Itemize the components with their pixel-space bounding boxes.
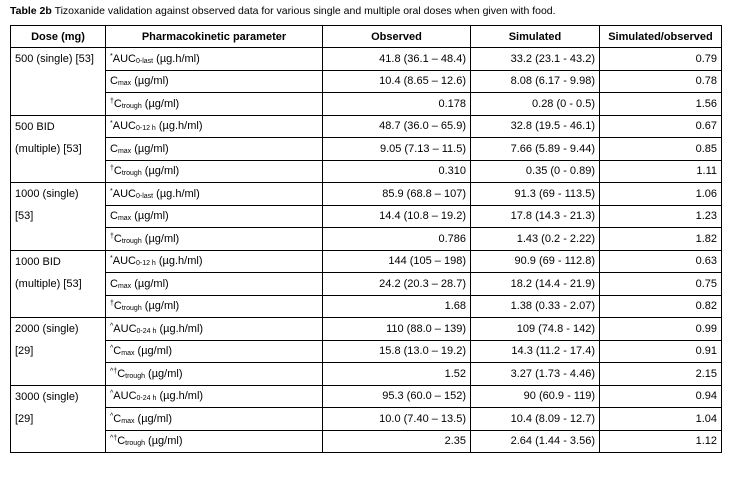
simulated-cell: 18.2 (14.4 - 21.9)	[471, 273, 600, 296]
parameter-subscript: max	[117, 80, 132, 88]
parameter-subscript: 0-24 h	[136, 327, 157, 335]
ratio-cell: 0.78	[600, 70, 722, 93]
table-row	[11, 70, 722, 93]
parameter-unit: (µg.h/ml)	[155, 120, 203, 133]
observed-cell: 10.4 (8.65 – 12.6)	[323, 70, 471, 93]
simulated-cell: 33.2 (23.1 - 43.2)	[471, 48, 600, 71]
simulated-cell: 109 (74.8 - 142)	[471, 318, 600, 341]
ratio-cell: 0.91	[600, 340, 722, 363]
footnote-mark: ^	[110, 345, 114, 353]
parameter-name: C	[110, 210, 118, 223]
parameter-cell	[106, 183, 323, 206]
parameter-name: C	[110, 277, 118, 290]
observed-cell: 15.8 (13.0 – 19.2)	[323, 340, 471, 363]
parameter-subscript: max	[121, 417, 135, 425]
ratio-cell: 0.67	[600, 115, 722, 138]
parameter-cell	[106, 93, 323, 116]
simulated-cell: 91.3 (69 - 113.5)	[471, 183, 600, 206]
dose-cell	[11, 48, 106, 116]
parameter-cell	[106, 205, 323, 228]
parameter-name: C	[110, 142, 118, 155]
ratio-cell: 1.56	[600, 93, 722, 116]
parameter-cell	[106, 160, 323, 183]
header-simulated: Simulated	[471, 26, 600, 48]
table-row	[11, 115, 722, 138]
dose-line: (multiple) [53]	[15, 142, 82, 155]
ratio-cell: 0.75	[600, 273, 722, 296]
parameter-name: C	[113, 232, 122, 245]
dose-line: 2000 (single)	[15, 323, 79, 335]
table-body	[11, 48, 722, 453]
parameter-subscript: trough	[121, 237, 142, 245]
parameter-subscript: 0-last	[135, 192, 154, 200]
parameter-name: AUC	[112, 120, 136, 133]
ratio-cell: 0.79	[600, 48, 722, 71]
simulated-cell: 14.3 (11.2 - 17.4)	[471, 340, 600, 363]
simulated-cell: 17.8 (14.3 - 21.3)	[471, 205, 600, 228]
observed-cell: 95.3 (60.0 – 152)	[323, 385, 471, 408]
parameter-cell	[106, 138, 323, 161]
ratio-cell: 2.15	[600, 363, 722, 386]
parameter-subscript: trough	[125, 372, 145, 380]
parameter-subscript: max	[117, 215, 132, 223]
observed-cell: 10.0 (7.40 – 13.5)	[323, 408, 471, 431]
observed-cell: 0.178	[323, 93, 471, 116]
footnote-mark: *	[110, 52, 113, 60]
dose-line: 1000 BID	[15, 255, 61, 268]
ratio-cell: 0.99	[600, 318, 722, 341]
parameter-name: C	[110, 75, 118, 88]
parameter-unit: (µg/ml)	[141, 232, 180, 245]
footnote-mark: ^	[110, 322, 114, 330]
ratio-cell: 1.12	[600, 430, 722, 453]
observed-cell: 41.8 (36.1 – 48.4)	[323, 48, 471, 71]
table-row	[11, 273, 722, 296]
simulated-cell: 7.66 (5.89 - 9.44)	[471, 138, 600, 161]
dose-line: 500 (single) [53]	[15, 53, 94, 65]
parameter-name: C	[113, 345, 122, 358]
simulated-cell: 90 (60.9 - 119)	[471, 385, 600, 408]
parameter-unit: (µg/ml)	[145, 435, 183, 448]
ratio-cell: 0.94	[600, 385, 722, 408]
table-row	[11, 93, 722, 116]
parameter-subscript: max	[117, 282, 132, 290]
parameter-name: AUC	[112, 255, 136, 268]
table-row	[11, 183, 722, 206]
observed-cell: 144 (105 – 198)	[323, 250, 471, 273]
ratio-cell: 1.23	[600, 205, 722, 228]
parameter-cell	[106, 295, 323, 318]
table-row	[11, 205, 722, 228]
parameter-cell	[106, 430, 323, 453]
parameter-subscript: trough	[121, 170, 142, 178]
parameter-unit: (µg.h/ml)	[153, 52, 200, 65]
simulated-cell: 10.4 (8.09 - 12.7)	[471, 408, 600, 431]
parameter-name: AUC	[112, 52, 136, 65]
observed-cell: 110 (88.0 – 139)	[323, 318, 471, 341]
parameter-unit: (µg.h/ml)	[153, 187, 200, 200]
ratio-cell: 1.82	[600, 228, 722, 251]
dose-line: [29]	[15, 345, 34, 357]
footnote-mark: *	[110, 255, 113, 263]
parameter-cell	[106, 70, 323, 93]
parameter-cell	[106, 48, 323, 71]
footnote-mark: †	[110, 232, 114, 240]
footnote-mark: *	[110, 187, 113, 195]
table-row	[11, 408, 722, 431]
dose-cell	[11, 115, 106, 183]
footnote-mark: ^†	[110, 367, 118, 375]
simulated-cell: 90.9 (69 - 112.8)	[471, 250, 600, 273]
parameter-subscript: 0-last	[135, 57, 154, 65]
parameter-name: C	[113, 300, 122, 313]
footnote-mark: ^	[110, 390, 114, 398]
table-row	[11, 250, 722, 273]
dose-cell	[11, 318, 106, 386]
ratio-cell: 1.06	[600, 183, 722, 206]
observed-cell: 48.7 (36.0 – 65.9)	[323, 115, 471, 138]
observed-cell: 14.4 (10.8 – 19.2)	[323, 205, 471, 228]
parameter-cell	[106, 363, 323, 386]
table-caption-label: Table 2b	[10, 5, 52, 17]
table-row	[11, 138, 722, 161]
parameter-name: C	[113, 412, 122, 425]
parameter-cell	[106, 408, 323, 431]
parameter-cell	[106, 385, 323, 408]
parameter-cell	[106, 340, 323, 363]
table-row	[11, 295, 722, 318]
dose-line: (multiple) [53]	[15, 277, 82, 290]
simulated-cell: 0.28 (0 - 0.5)	[471, 93, 600, 116]
parameter-name: AUC	[112, 187, 136, 200]
parameter-cell	[106, 228, 323, 251]
parameter-name: AUC	[113, 322, 137, 335]
ratio-cell: 0.63	[600, 250, 722, 273]
observed-cell: 1.52	[323, 363, 471, 386]
validation-table	[10, 25, 722, 453]
observed-cell: 24.2 (20.3 – 28.7)	[323, 273, 471, 296]
table-row	[11, 363, 722, 386]
parameter-unit: (µg/ml)	[131, 210, 169, 223]
simulated-cell: 0.35 (0 - 0.89)	[471, 160, 600, 183]
ratio-cell: 1.11	[600, 160, 722, 183]
dose-line: 3000 (single)	[15, 390, 79, 403]
parameter-subscript: max	[121, 350, 135, 358]
header-ratio: Simulated/observed	[600, 26, 722, 48]
parameter-subscript: 0-12 h	[135, 125, 156, 133]
footnote-mark: †	[110, 300, 114, 308]
simulated-cell: 1.38 (0.33 - 2.07)	[471, 295, 600, 318]
dose-cell	[11, 250, 106, 318]
table-row	[11, 48, 722, 71]
footnote-mark: †	[110, 97, 114, 105]
observed-cell: 0.786	[323, 228, 471, 251]
parameter-unit: (µg/ml)	[131, 142, 169, 155]
footnote-mark: *	[110, 120, 113, 128]
parameter-unit: (µg/ml)	[134, 412, 172, 425]
parameter-subscript: trough	[125, 440, 145, 448]
parameter-unit: (µg/ml)	[141, 97, 180, 110]
table-row	[11, 430, 722, 453]
footnote-mark: ^	[110, 412, 114, 420]
parameter-name: C	[113, 97, 122, 110]
parameter-cell	[106, 273, 323, 296]
simulated-cell: 8.08 (6.17 - 9.98)	[471, 70, 600, 93]
parameter-subscript: trough	[121, 305, 142, 313]
parameter-unit: (µg.h/ml)	[156, 390, 204, 403]
header-observed: Observed	[323, 26, 471, 48]
parameter-subscript: trough	[121, 102, 142, 110]
table-row	[11, 160, 722, 183]
table-row	[11, 385, 722, 408]
table-row	[11, 318, 722, 341]
parameter-name: C	[117, 435, 126, 448]
table-row	[11, 228, 722, 251]
dose-line: 500 BID	[15, 120, 55, 133]
parameter-unit: (µg.h/ml)	[155, 255, 203, 268]
parameter-name: C	[117, 367, 126, 380]
simulated-cell: 2.64 (1.44 - 3.56)	[471, 430, 600, 453]
parameter-unit: (µg/ml)	[141, 165, 180, 178]
parameter-cell	[106, 250, 323, 273]
parameter-unit: (µg/ml)	[145, 367, 183, 380]
header-parameter: Pharmacokinetic parameter	[106, 26, 323, 48]
parameter-unit: (µg/ml)	[134, 345, 172, 358]
header-row	[11, 26, 722, 48]
observed-cell: 85.9 (68.8 – 107)	[323, 183, 471, 206]
simulated-cell: 3.27 (1.73 - 4.46)	[471, 363, 600, 386]
parameter-cell	[106, 318, 323, 341]
parameter-unit: (µg/ml)	[131, 75, 169, 88]
parameter-unit: (µg.h/ml)	[156, 322, 204, 335]
simulated-cell: 32.8 (19.5 - 46.1)	[471, 115, 600, 138]
observed-cell: 1.68	[323, 295, 471, 318]
parameter-unit: (µg/ml)	[131, 277, 169, 290]
footnote-mark: †	[110, 165, 114, 173]
ratio-cell: 0.85	[600, 138, 722, 161]
parameter-name: C	[113, 165, 122, 178]
parameter-unit: (µg/ml)	[141, 300, 180, 313]
parameter-subscript: max	[117, 147, 132, 155]
ratio-cell: 1.04	[600, 408, 722, 431]
dose-cell	[11, 385, 106, 453]
parameter-subscript: 0-12 h	[135, 260, 156, 268]
table-caption-text: Tizoxanide validation against observed data for various single and multiple oral doses when given with food.	[54, 5, 556, 17]
parameter-name: AUC	[113, 390, 137, 403]
dose-cell	[11, 183, 106, 251]
table-row	[11, 340, 722, 363]
header-dose: Dose (mg)	[11, 26, 106, 48]
dose-line: 1000 (single)	[15, 188, 79, 200]
simulated-cell: 1.43 (0.2 - 2.22)	[471, 228, 600, 251]
observed-cell: 9.05 (7.13 – 11.5)	[323, 138, 471, 161]
observed-cell: 0.310	[323, 160, 471, 183]
footnote-mark: ^†	[110, 435, 118, 443]
observed-cell: 2.35	[323, 430, 471, 453]
dose-line: [29]	[15, 412, 34, 425]
parameter-cell	[106, 115, 323, 138]
dose-line: [53]	[15, 210, 34, 222]
parameter-subscript: 0-24 h	[136, 395, 157, 403]
table-caption	[10, 4, 556, 18]
ratio-cell: 0.82	[600, 295, 722, 318]
